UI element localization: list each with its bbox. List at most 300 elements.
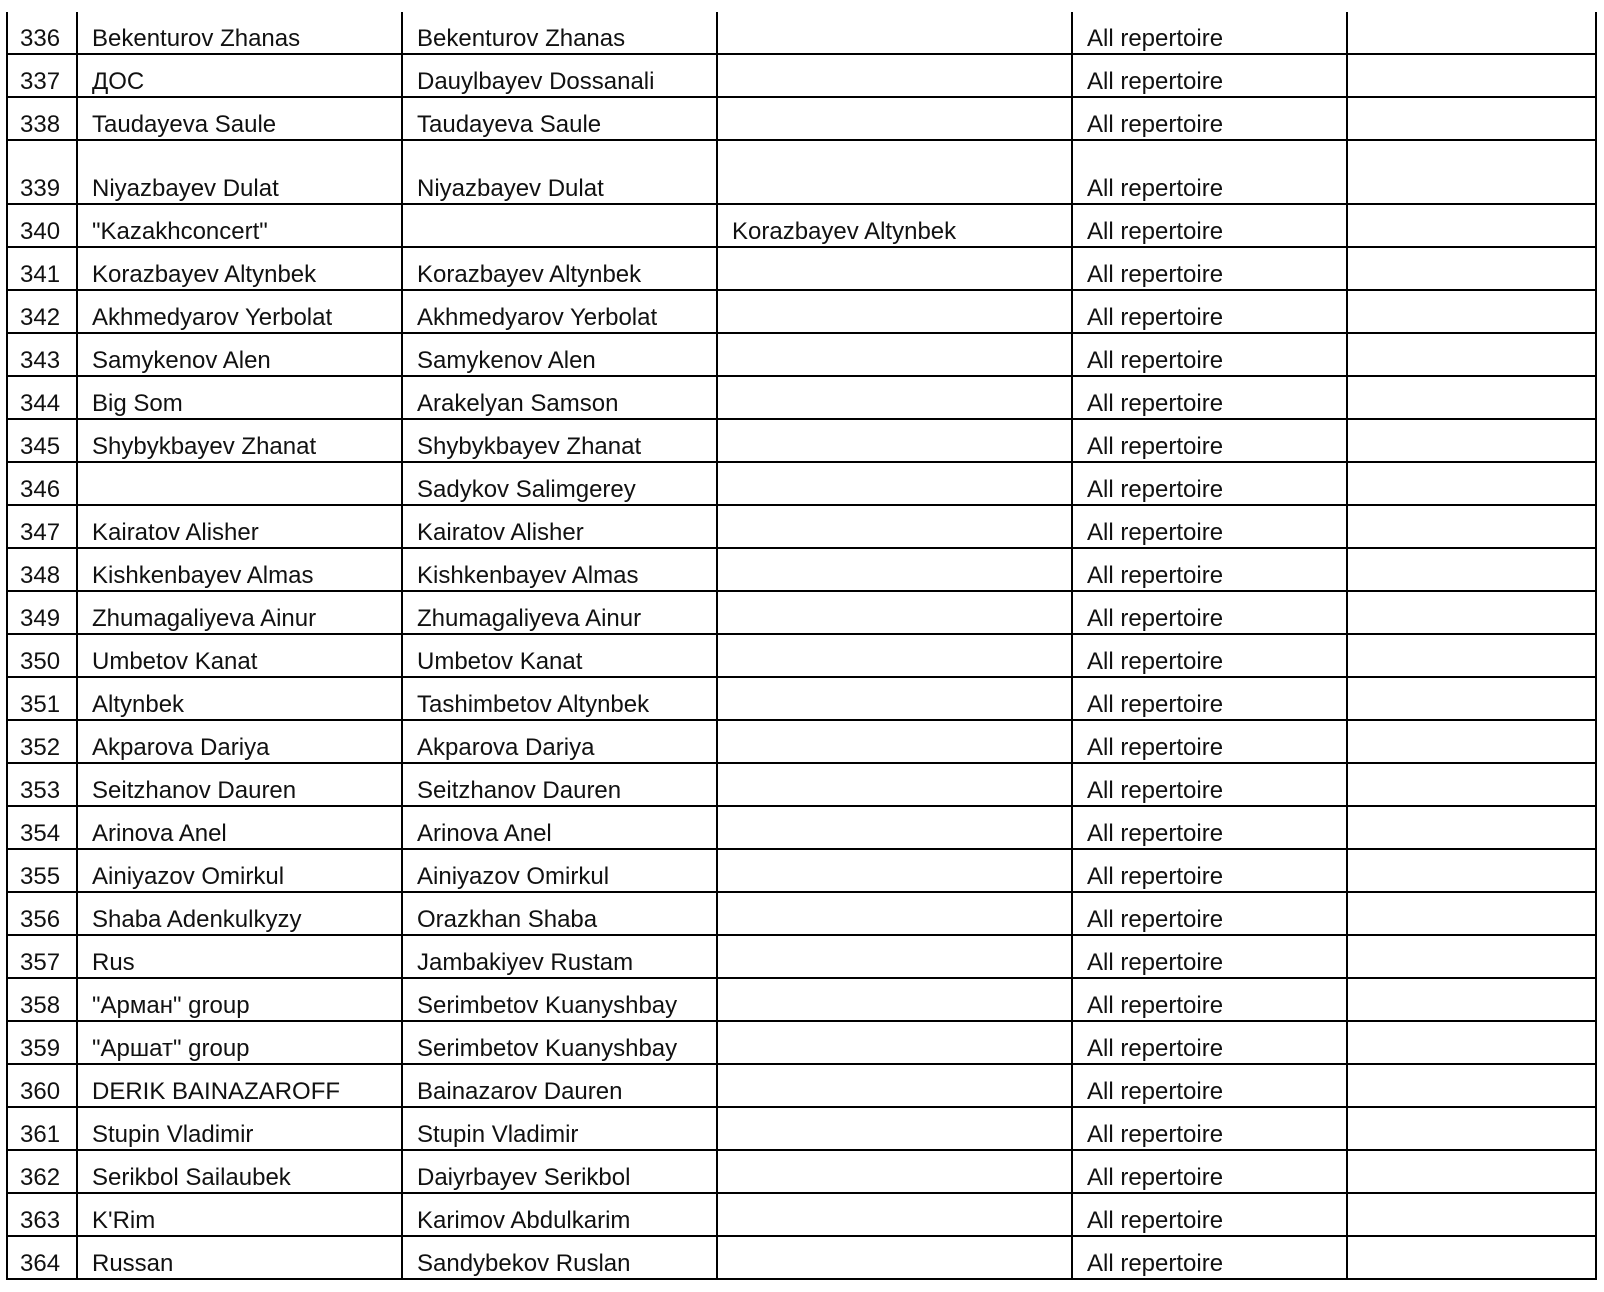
rightsholder-name-cell-text: Taudayeva Saule [417, 111, 602, 138]
representative-cell [717, 849, 1072, 892]
table-row [7, 849, 1596, 892]
performer-name-cell [77, 97, 402, 140]
row-number-text: 354 [20, 820, 61, 847]
representative-cell [717, 548, 1072, 591]
performer-name-cell [77, 1021, 402, 1064]
rightsholder-name-cell [402, 140, 717, 204]
row-number-text: 345 [20, 433, 61, 460]
performer-name-cell [77, 247, 402, 290]
row-number [7, 376, 77, 419]
table-row [7, 548, 1596, 591]
rightsholder-name-cell [402, 806, 717, 849]
repertoire-scope-cell [1072, 12, 1347, 54]
representative-cell [717, 1064, 1072, 1107]
representative-cell [717, 892, 1072, 935]
repertoire-scope-cell-text: All repertoire [1087, 648, 1224, 675]
table-row [7, 978, 1596, 1021]
performer-name-cell [77, 12, 402, 54]
repertoire-scope-cell [1072, 591, 1347, 634]
performer-name-cell [77, 1193, 402, 1236]
rightsholder-name-cell [402, 505, 717, 548]
performer-name-cell-text: Samykenov Alen [92, 347, 271, 374]
row-number-text: 343 [20, 347, 61, 374]
representative-cell [717, 419, 1072, 462]
repertoire-scope-cell-text: All repertoire [1087, 562, 1224, 589]
note-cell [1347, 290, 1596, 333]
representative-cell [717, 247, 1072, 290]
note-cell [1347, 1021, 1596, 1064]
note-cell [1347, 462, 1596, 505]
row-number [7, 12, 77, 54]
performer-name-cell-text: "Kazakhconcert" [92, 218, 268, 245]
performer-name-cell [77, 935, 402, 978]
row-number [7, 634, 77, 677]
row-number-text: 356 [20, 906, 61, 933]
row-number [7, 1064, 77, 1107]
repertoire-scope-cell-text: All repertoire [1087, 863, 1224, 890]
rightsholder-name-cell [402, 290, 717, 333]
rightsholder-name-cell [402, 1021, 717, 1064]
rightsholder-name-cell-text: Arakelyan Samson [417, 390, 619, 417]
repertoire-scope-cell [1072, 1236, 1347, 1279]
repertoire-scope-cell-text: All repertoire [1087, 1207, 1224, 1234]
rightsholder-name-cell-text: Akhmedyarov Yerbolat [417, 304, 658, 331]
note-cell [1347, 763, 1596, 806]
note-cell [1347, 677, 1596, 720]
table-row [7, 290, 1596, 333]
table-row [7, 1021, 1596, 1064]
repertoire-scope-cell-text: All repertoire [1087, 1250, 1224, 1277]
row-number-text: 349 [20, 605, 61, 632]
rightsholder-name-cell-text: Korazbayev Altynbek [417, 261, 642, 288]
note-cell [1347, 720, 1596, 763]
representative-cell [717, 376, 1072, 419]
performer-name-cell [77, 677, 402, 720]
performer-name-cell-text: "Арман" group [92, 992, 250, 1019]
rightsholder-name-cell-text: Orazkhan Shaba [417, 906, 598, 933]
repertoire-scope-cell-text: All repertoire [1087, 992, 1224, 1019]
table-row [7, 247, 1596, 290]
representative-cell-text: Korazbayev Altynbek [732, 218, 957, 245]
row-number [7, 677, 77, 720]
performer-name-cell-text: Kairatov Alisher [92, 519, 259, 546]
performer-name-cell [77, 806, 402, 849]
table-row [7, 333, 1596, 376]
rightsholder-name-cell [402, 12, 717, 54]
row-number-text: 364 [20, 1250, 61, 1277]
performer-name-cell-text: Serikbol Sailaubek [92, 1164, 291, 1191]
rightsholder-name-cell [402, 1107, 717, 1150]
rightsholder-name-cell [402, 1150, 717, 1193]
row-number-text: 362 [20, 1164, 61, 1191]
table-row [7, 140, 1596, 204]
rightsholder-name-cell-text: Seitzhanov Dauren [417, 777, 622, 804]
row-number [7, 97, 77, 140]
representative-cell [717, 1193, 1072, 1236]
performer-name-cell-text: Rus [92, 949, 135, 976]
registry-table-body [7, 12, 1596, 1279]
row-number [7, 204, 77, 247]
performer-name-cell [77, 548, 402, 591]
row-number-text: 361 [20, 1121, 61, 1148]
rightsholder-name-cell-text: Sandybekov Ruslan [417, 1250, 631, 1277]
rightsholder-name-cell [402, 978, 717, 1021]
row-number [7, 720, 77, 763]
rightsholder-name-cell-text: Shybykbayev Zhanat [417, 433, 642, 460]
table-row [7, 376, 1596, 419]
note-cell [1347, 247, 1596, 290]
rightsholder-name-cell [402, 720, 717, 763]
note-cell [1347, 849, 1596, 892]
repertoire-scope-cell [1072, 1150, 1347, 1193]
table-row [7, 1107, 1596, 1150]
row-number [7, 505, 77, 548]
rightsholder-name-cell [402, 1064, 717, 1107]
note-cell [1347, 419, 1596, 462]
row-number [7, 892, 77, 935]
rightsholder-name-cell [402, 849, 717, 892]
repertoire-scope-cell [1072, 505, 1347, 548]
representative-cell [717, 677, 1072, 720]
rightsholder-name-cell [402, 892, 717, 935]
repertoire-scope-cell [1072, 1021, 1347, 1064]
rightsholder-name-cell-text: Serimbetov Kuanyshbay [417, 992, 678, 1019]
note-cell [1347, 12, 1596, 54]
repertoire-scope-cell-text: All repertoire [1087, 519, 1224, 546]
repertoire-scope-cell-text: All repertoire [1087, 111, 1224, 138]
repertoire-scope-cell [1072, 290, 1347, 333]
rightsholder-name-cell-text: Zhumagaliyeva Ainur [417, 605, 642, 632]
row-number [7, 140, 77, 204]
row-number [7, 935, 77, 978]
performer-name-cell-text: Stupin Vladimir [92, 1121, 254, 1148]
repertoire-scope-cell-text: All repertoire [1087, 68, 1224, 95]
row-number [7, 462, 77, 505]
note-cell [1347, 505, 1596, 548]
performer-name-cell [77, 720, 402, 763]
repertoire-scope-cell-text: All repertoire [1087, 1121, 1224, 1148]
rightsholder-name-cell-text: Tashimbetov Altynbek [417, 691, 650, 718]
row-number [7, 806, 77, 849]
performer-name-cell [77, 634, 402, 677]
repertoire-scope-cell [1072, 548, 1347, 591]
repertoire-scope-cell [1072, 1064, 1347, 1107]
performer-name-cell-text: Niyazbayev Dulat [92, 175, 279, 202]
table-row [7, 1236, 1596, 1279]
repertoire-scope-cell [1072, 140, 1347, 204]
representative-cell [717, 1107, 1072, 1150]
representative-cell [717, 935, 1072, 978]
performer-name-cell-text: Akparova Dariya [92, 734, 270, 761]
performer-name-cell [77, 763, 402, 806]
repertoire-scope-cell-text: All repertoire [1087, 1164, 1224, 1191]
rightsholder-name-cell [402, 591, 717, 634]
performer-name-cell [77, 1236, 402, 1279]
repertoire-scope-cell-text: All repertoire [1087, 175, 1224, 202]
representative-cell [717, 720, 1072, 763]
representative-cell [717, 634, 1072, 677]
note-cell [1347, 892, 1596, 935]
repertoire-scope-cell [1072, 634, 1347, 677]
note-cell [1347, 1236, 1596, 1279]
note-cell [1347, 333, 1596, 376]
repertoire-scope-cell-text: All repertoire [1087, 476, 1224, 503]
repertoire-scope-cell [1072, 978, 1347, 1021]
rightsholder-name-cell [402, 1193, 717, 1236]
rightsholder-name-cell-text: Daiyrbayev Serikbol [417, 1164, 631, 1191]
table-row [7, 505, 1596, 548]
row-number [7, 54, 77, 97]
repertoire-scope-cell-text: All repertoire [1087, 261, 1224, 288]
performer-name-cell [77, 376, 402, 419]
performer-name-cell [77, 140, 402, 204]
row-number-text: 347 [20, 519, 61, 546]
representative-cell [717, 140, 1072, 204]
note-cell [1347, 1107, 1596, 1150]
performer-name-cell-text: Umbetov Kanat [92, 648, 258, 675]
row-number [7, 1150, 77, 1193]
repertoire-scope-cell [1072, 677, 1347, 720]
rightsholder-name-cell [402, 247, 717, 290]
rightsholder-name-cell [402, 97, 717, 140]
repertoire-scope-cell [1072, 720, 1347, 763]
performer-name-cell-text: Big Som [92, 390, 183, 417]
repertoire-scope-cell [1072, 935, 1347, 978]
rightsholder-name-cell [402, 548, 717, 591]
table-row [7, 634, 1596, 677]
row-number-text: 337 [20, 68, 61, 95]
row-number [7, 591, 77, 634]
row-number [7, 978, 77, 1021]
note-cell [1347, 1193, 1596, 1236]
representative-cell [717, 204, 1072, 247]
representative-cell [717, 806, 1072, 849]
rightsholder-name-cell-text: Jambakiyev Rustam [417, 949, 634, 976]
representative-cell [717, 1236, 1072, 1279]
representative-cell [717, 1150, 1072, 1193]
row-number-text: 336 [20, 25, 61, 52]
row-number-text: 352 [20, 734, 61, 761]
rightsholder-name-cell [402, 634, 717, 677]
repertoire-scope-cell-text: All repertoire [1087, 1035, 1224, 1062]
row-number-text: 344 [20, 390, 61, 417]
row-number-text: 357 [20, 949, 61, 976]
repertoire-scope-cell [1072, 849, 1347, 892]
row-number [7, 333, 77, 376]
table-row [7, 806, 1596, 849]
rightsholder-name-cell [402, 462, 717, 505]
performer-name-cell-text: Kishkenbayev Almas [92, 562, 314, 589]
row-number [7, 419, 77, 462]
performer-name-cell-text: Seitzhanov Dauren [92, 777, 297, 804]
row-number [7, 247, 77, 290]
repertoire-scope-cell [1072, 247, 1347, 290]
rightsholder-name-cell [402, 333, 717, 376]
note-cell [1347, 591, 1596, 634]
representative-cell [717, 1021, 1072, 1064]
rightsholder-name-cell-text: Niyazbayev Dulat [417, 175, 604, 202]
note-cell [1347, 376, 1596, 419]
rightsholder-name-cell [402, 204, 717, 247]
row-number [7, 290, 77, 333]
table-row [7, 591, 1596, 634]
repertoire-scope-cell-text: All repertoire [1087, 820, 1224, 847]
note-cell [1347, 548, 1596, 591]
performer-name-cell [77, 978, 402, 1021]
table-row [7, 1193, 1596, 1236]
rightsholder-name-cell [402, 419, 717, 462]
row-number-text: 341 [20, 261, 61, 288]
rightsholder-name-cell-text: Serimbetov Kuanyshbay [417, 1035, 678, 1062]
table-row [7, 763, 1596, 806]
table-row [7, 1150, 1596, 1193]
representative-cell [717, 978, 1072, 1021]
row-number-text: 350 [20, 648, 61, 675]
note-cell [1347, 1150, 1596, 1193]
representative-cell [717, 763, 1072, 806]
table-row [7, 97, 1596, 140]
representative-cell [717, 462, 1072, 505]
repertoire-scope-cell-text: All repertoire [1087, 347, 1224, 374]
table-row [7, 204, 1596, 247]
table-row [7, 419, 1596, 462]
repertoire-scope-cell [1072, 1193, 1347, 1236]
performer-name-cell [77, 505, 402, 548]
row-number-text: 359 [20, 1035, 61, 1062]
performer-name-cell [77, 591, 402, 634]
rights-registry-table [6, 12, 1597, 1280]
representative-cell [717, 290, 1072, 333]
row-number-text: 338 [20, 111, 61, 138]
performer-name-cell-text: ДОС [92, 68, 145, 95]
repertoire-scope-cell-text: All repertoire [1087, 777, 1224, 804]
performer-name-cell [77, 1150, 402, 1193]
note-cell [1347, 54, 1596, 97]
representative-cell [717, 591, 1072, 634]
performer-name-cell-text: Shaba Adenkulkyzy [92, 906, 302, 933]
row-number [7, 763, 77, 806]
rightsholder-name-cell-text: Umbetov Kanat [417, 648, 583, 675]
row-number-text: 348 [20, 562, 61, 589]
rightsholder-name-cell-text: Dauylbayev Dossanali [417, 68, 655, 95]
repertoire-scope-cell [1072, 97, 1347, 140]
row-number-text: 353 [20, 777, 61, 804]
performer-name-cell-text: Bekenturov Zhanas [92, 25, 301, 52]
row-number-text: 346 [20, 476, 61, 503]
repertoire-scope-cell-text: All repertoire [1087, 605, 1224, 632]
table-row [7, 1064, 1596, 1107]
repertoire-scope-cell-text: All repertoire [1087, 691, 1224, 718]
repertoire-scope-cell [1072, 462, 1347, 505]
performer-name-cell [77, 892, 402, 935]
performer-name-cell-text: Altynbek [92, 691, 185, 718]
row-number [7, 1236, 77, 1279]
performer-name-cell-text: "Аршат" group [92, 1035, 250, 1062]
note-cell [1347, 634, 1596, 677]
performer-name-cell-text: Akhmedyarov Yerbolat [92, 304, 333, 331]
rightsholder-name-cell-text: Bekenturov Zhanas [417, 25, 626, 52]
rightsholder-name-cell [402, 376, 717, 419]
rightsholder-name-cell-text: Bainazarov Dauren [417, 1078, 623, 1105]
rightsholder-name-cell-text: Stupin Vladimir [417, 1121, 579, 1148]
performer-name-cell-text: DERIK BAINAZAROFF [92, 1078, 341, 1105]
table-row [7, 677, 1596, 720]
repertoire-scope-cell-text: All repertoire [1087, 734, 1224, 761]
repertoire-scope-cell-text: All repertoire [1087, 906, 1224, 933]
performer-name-cell [77, 1064, 402, 1107]
performer-name-cell [77, 54, 402, 97]
row-number-text: 339 [20, 175, 61, 202]
performer-name-cell [77, 290, 402, 333]
performer-name-cell-text: Russan [92, 1250, 174, 1277]
rightsholder-name-cell [402, 935, 717, 978]
performer-name-cell-text: Shybykbayev Zhanat [92, 433, 317, 460]
repertoire-scope-cell-text: All repertoire [1087, 25, 1224, 52]
table-row [7, 462, 1596, 505]
rightsholder-name-cell [402, 54, 717, 97]
row-number-text: 363 [20, 1207, 61, 1234]
rightsholder-name-cell [402, 1236, 717, 1279]
repertoire-scope-cell [1072, 1107, 1347, 1150]
repertoire-scope-cell-text: All repertoire [1087, 390, 1224, 417]
performer-name-cell [77, 462, 402, 505]
row-number [7, 849, 77, 892]
row-number [7, 548, 77, 591]
performer-name-cell-text: Korazbayev Altynbek [92, 261, 317, 288]
note-cell [1347, 204, 1596, 247]
note-cell [1347, 806, 1596, 849]
repertoire-scope-cell-text: All repertoire [1087, 433, 1224, 460]
repertoire-scope-cell-text: All repertoire [1087, 218, 1224, 245]
table-row [7, 892, 1596, 935]
table-row [7, 935, 1596, 978]
rightsholder-name-cell-text: Akparova Dariya [417, 734, 595, 761]
table-row [7, 12, 1596, 54]
representative-cell [717, 12, 1072, 54]
rightsholder-name-cell [402, 677, 717, 720]
repertoire-scope-cell-text: All repertoire [1087, 949, 1224, 976]
representative-cell [717, 333, 1072, 376]
performer-name-cell [77, 1107, 402, 1150]
row-number [7, 1107, 77, 1150]
repertoire-scope-cell [1072, 54, 1347, 97]
row-number [7, 1193, 77, 1236]
rightsholder-name-cell-text: Kairatov Alisher [417, 519, 584, 546]
performer-name-cell [77, 333, 402, 376]
note-cell [1347, 140, 1596, 204]
repertoire-scope-cell [1072, 763, 1347, 806]
row-number-text: 355 [20, 863, 61, 890]
performer-name-cell-text: K'Rim [92, 1207, 156, 1234]
repertoire-scope-cell [1072, 204, 1347, 247]
performer-name-cell [77, 419, 402, 462]
note-cell [1347, 97, 1596, 140]
note-cell [1347, 978, 1596, 1021]
representative-cell [717, 505, 1072, 548]
row-number-text: 342 [20, 304, 61, 331]
table-row [7, 54, 1596, 97]
rightsholder-name-cell [402, 763, 717, 806]
repertoire-scope-cell [1072, 419, 1347, 462]
repertoire-scope-cell [1072, 333, 1347, 376]
rightsholder-name-cell-text: Sadykov Salimgerey [417, 476, 636, 503]
performer-name-cell-text: Taudayeva Saule [92, 111, 277, 138]
performer-name-cell-text: Zhumagaliyeva Ainur [92, 605, 317, 632]
row-number [7, 1021, 77, 1064]
rightsholder-name-cell-text: Samykenov Alen [417, 347, 596, 374]
row-number-text: 340 [20, 218, 61, 245]
rightsholder-name-cell-text: Karimov Abdulkarim [417, 1207, 631, 1234]
